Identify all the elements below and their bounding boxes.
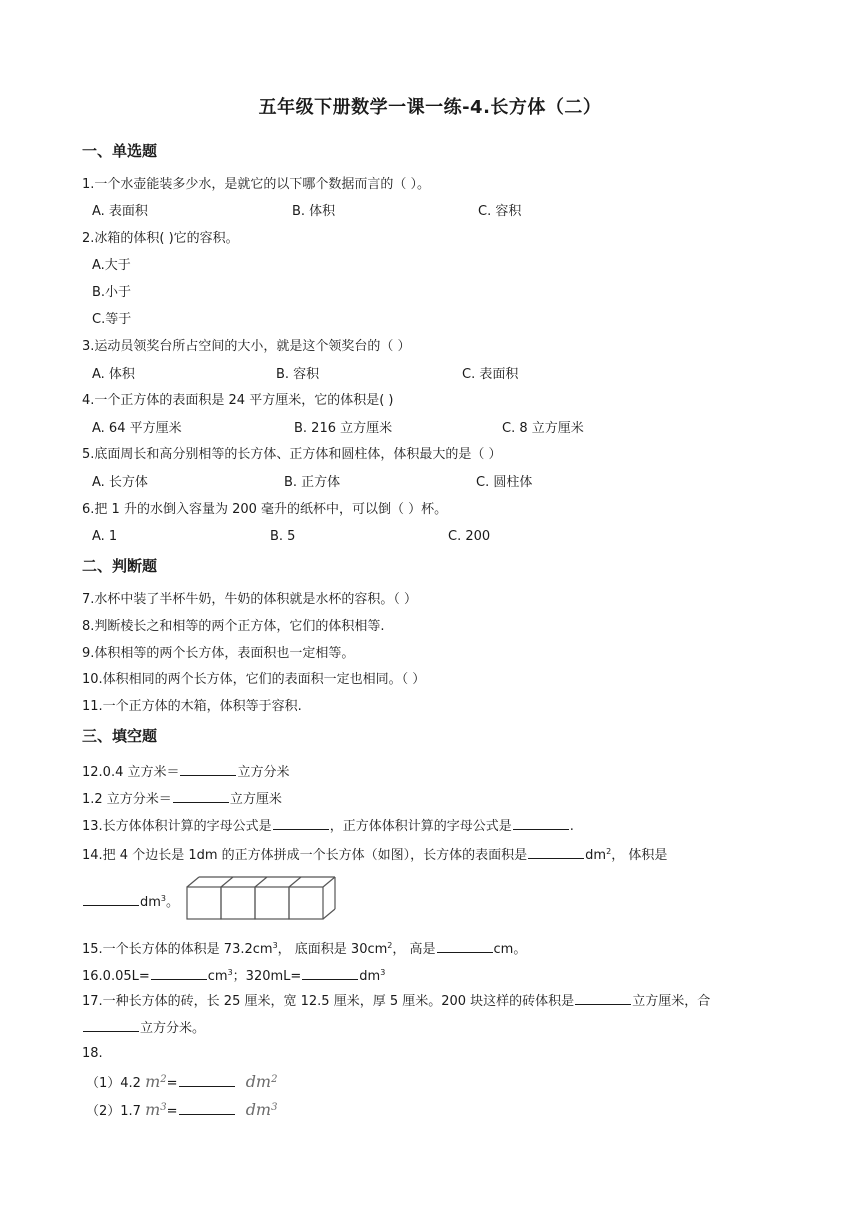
q16-unit-1: cm xyxy=(207,969,228,984)
answer-blank[interactable] xyxy=(273,816,329,830)
question-10: 10.体积相同的两个长方体，它们的表面积一定也相同。（ ） xyxy=(82,672,426,687)
section-heading-single-choice: 一、单选题 xyxy=(82,142,158,160)
q18-p2-sup-2: 3 xyxy=(271,1102,278,1113)
q17-suffix: 立方分米。 xyxy=(140,1021,206,1036)
answer-blank[interactable] xyxy=(437,939,493,953)
question-4-stem: 4.一个正方体的表面积是 24 平方厘米，它的体积是( ) xyxy=(82,393,394,408)
question-18-part-2 xyxy=(86,1099,277,1121)
question-17-line-1 xyxy=(82,991,710,1011)
question-2-option-a: A.大于 xyxy=(92,258,131,273)
q18-p1-prefix: （1）4.2 xyxy=(86,1076,141,1091)
answer-blank[interactable] xyxy=(302,966,358,980)
q13-middle: ，正方体体积计算的字母公式是 xyxy=(329,819,512,834)
q18-p2-unit-dm: dm xyxy=(245,1100,272,1119)
answer-blank[interactable] xyxy=(179,1101,235,1115)
answer-blank[interactable] xyxy=(83,1018,139,1032)
q14-sup-2: 3 xyxy=(160,894,167,903)
q12b-suffix: 立方厘米 xyxy=(229,792,282,807)
q18-p2-unit-m: m xyxy=(145,1100,161,1119)
answer-blank[interactable] xyxy=(575,991,631,1005)
question-3-option-b: B. 容积 xyxy=(276,367,320,382)
question-5-option-a: A. 长方体 xyxy=(92,475,148,490)
question-6-option-b: B. 5 xyxy=(270,529,296,544)
question-1-option-b: B. 体积 xyxy=(292,204,336,219)
q15-prefix: 15.一个长方体的体积是 73.2cm xyxy=(82,942,273,957)
q12a-prefix: 12.0.4 立方米＝ xyxy=(82,765,180,780)
answer-blank[interactable] xyxy=(179,1073,235,1087)
question-4-option-a: A. 64 平方厘米 xyxy=(92,421,182,436)
answer-blank[interactable] xyxy=(83,892,139,906)
q18-p1-sup-1: 2 xyxy=(160,1074,167,1085)
question-2-option-c: C.等于 xyxy=(92,312,132,327)
question-11: 11.一个正方体的木箱，体积等于容积. xyxy=(82,699,302,714)
q14-suffix: 。 xyxy=(166,895,180,910)
q14-unit-1: dm xyxy=(585,848,607,863)
question-2-option-b: B.小于 xyxy=(92,285,132,300)
section-heading-fill-blank: 三、填空题 xyxy=(82,727,158,745)
answer-blank[interactable] xyxy=(151,966,207,980)
question-17-line-2 xyxy=(82,1018,205,1038)
q15-middle-1: ， 底面积是 30cm xyxy=(277,942,388,957)
q12b-prefix: 1.2 立方分米＝ xyxy=(82,792,172,807)
question-1-stem: 1.一个水壶能装多少水，是就它的以下哪个数据而言的（ ）。 xyxy=(82,177,431,192)
question-3-option-a: A. 体积 xyxy=(92,367,135,382)
section-heading-true-false: 二、判断题 xyxy=(82,557,158,575)
q18-p2-sup-1: 3 xyxy=(160,1102,167,1113)
q15-middle-2: ， 高是 xyxy=(392,942,436,957)
answer-blank[interactable] xyxy=(180,762,236,776)
question-7: 7.水杯中装了半杯牛奶，牛奶的体积就是水杯的容积。（ ） xyxy=(82,592,418,607)
q14-prefix: 14.把 4 个边长是 1dm 的正方体拼成一个长方体（如图），长方体的表面积是 xyxy=(82,848,528,863)
question-8: 8.判断棱长之和相等的两个正方体，它们的体积相等. xyxy=(82,619,385,634)
q13-suffix: . xyxy=(569,819,574,834)
answer-blank[interactable] xyxy=(513,816,569,830)
question-1-option-a: A. 表面积 xyxy=(92,204,148,219)
q16-sup-2: 3 xyxy=(380,968,386,977)
four-cubes-figure xyxy=(186,876,338,920)
q16-unit-2: dm xyxy=(359,969,381,984)
q15-suffix: cm。 xyxy=(493,942,527,957)
question-14-line-2 xyxy=(82,890,179,912)
question-5-option-c: C. 圆柱体 xyxy=(476,475,533,490)
q13-prefix: 13.长方体体积计算的字母公式是 xyxy=(82,819,272,834)
page-title: 五年级下册数学一课一练-4.长方体（二） xyxy=(258,97,602,118)
q18-p1-equals: = xyxy=(166,1076,178,1091)
q16-sup-1: 3 xyxy=(227,968,233,977)
answer-blank[interactable] xyxy=(528,845,584,859)
q18-p2-prefix: （2）1.7 xyxy=(86,1104,141,1119)
question-18-number: 18. xyxy=(82,1046,103,1061)
question-14-line-1 xyxy=(82,843,667,865)
q18-p1-unit-m: m xyxy=(145,1072,161,1091)
question-5-option-b: B. 正方体 xyxy=(284,475,341,490)
q14-unit-2: dm xyxy=(140,895,161,910)
q18-p2-equals: = xyxy=(166,1104,178,1119)
q18-p1-sup-2: 2 xyxy=(271,1074,278,1085)
question-3-stem: 3.运动员领奖台所占空间的大小，就是这个领奖台的（ ） xyxy=(82,339,411,354)
question-4-option-c: C. 8 立方厘米 xyxy=(502,421,584,436)
question-6-option-a: A. 1 xyxy=(92,529,118,544)
answer-blank[interactable] xyxy=(173,789,229,803)
question-12-part-2 xyxy=(82,789,282,809)
question-9: 9.体积相等的两个长方体，表面积也一定相等。 xyxy=(82,646,355,661)
q14-sup-1: 2 xyxy=(606,847,612,856)
question-16 xyxy=(82,964,385,986)
q15-sup-2: 2 xyxy=(387,941,393,950)
question-4-option-b: B. 216 立方厘米 xyxy=(294,421,393,436)
question-12-part-1 xyxy=(82,762,290,782)
question-18-part-1 xyxy=(86,1071,277,1093)
q15-sup-1: 3 xyxy=(272,941,278,950)
q17-middle: 立方厘米，合 xyxy=(632,994,711,1009)
question-2-stem: 2.冰箱的体积( )它的容积。 xyxy=(82,231,239,246)
q18-p1-unit-dm: dm xyxy=(245,1072,272,1091)
q16-prefix: 16.0.05L= xyxy=(82,969,150,984)
question-1-option-c: C. 容积 xyxy=(478,204,522,219)
q17-prefix: 17.一种长方体的砖，长 25 厘米，宽 12.5 厘米，厚 5 厘米。200 块这样的砖体积是 xyxy=(82,994,575,1009)
question-13 xyxy=(82,816,574,836)
question-15 xyxy=(82,937,526,959)
question-6-option-c: C. 200 xyxy=(448,529,491,544)
question-3-option-c: C. 表面积 xyxy=(462,367,519,382)
q12a-suffix: 立方分米 xyxy=(237,765,290,780)
question-5-stem: 5.底面周长和高分别相等的长方体、正方体和圆柱体，体积最大的是（ ） xyxy=(82,447,502,462)
question-6-stem: 6.把 1 升的水倒入容量为 200 毫升的纸杯中，可以倒（ ）杯。 xyxy=(82,502,448,517)
q14-middle: ， 体积是 xyxy=(611,848,668,863)
q16-middle: ；320mL= xyxy=(232,969,302,984)
